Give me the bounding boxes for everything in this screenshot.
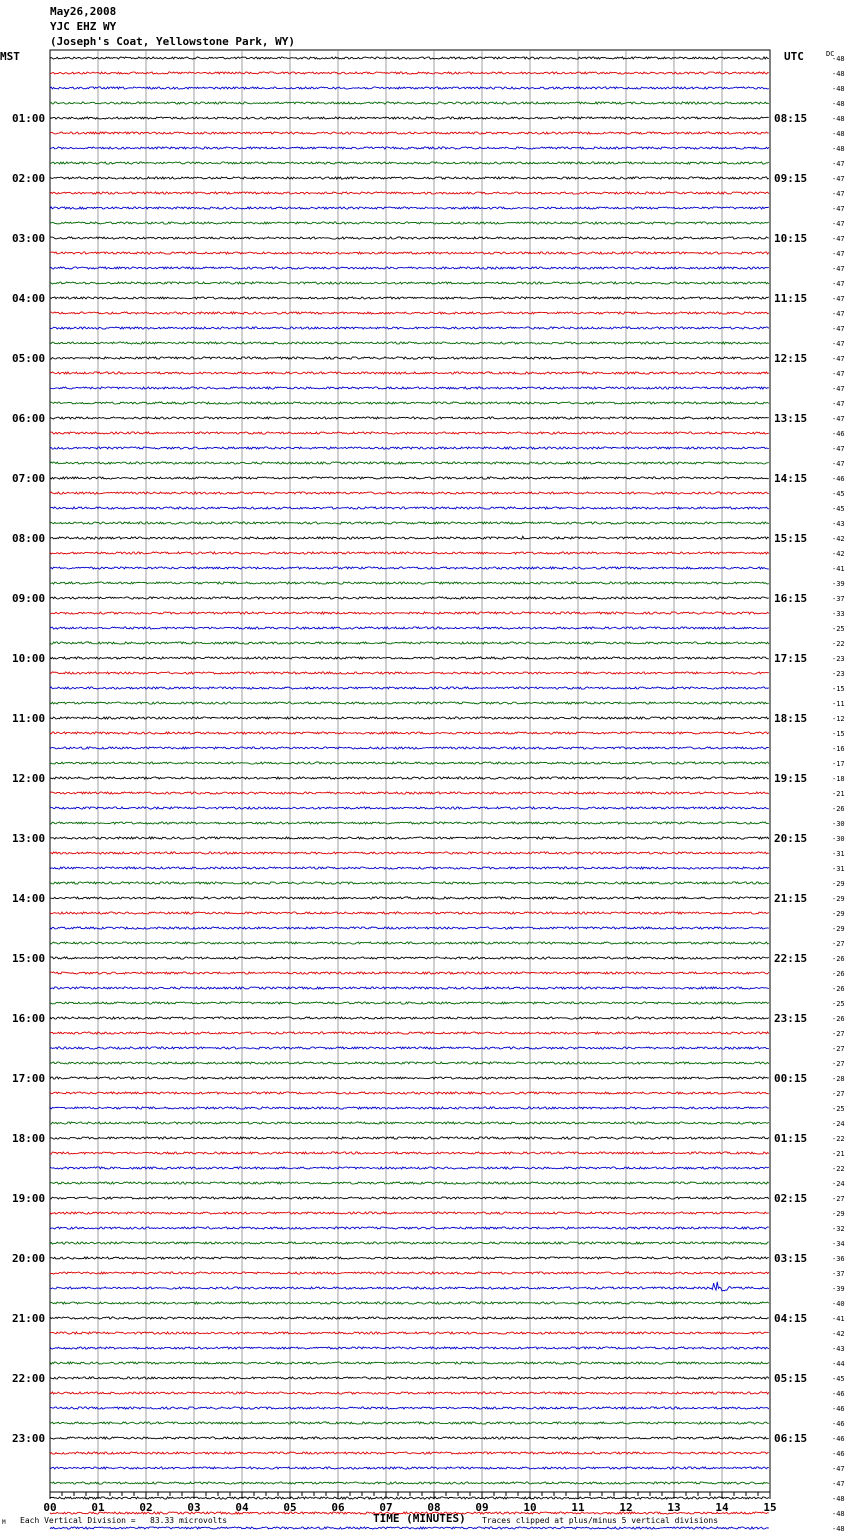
dc-offset-label: -45 xyxy=(832,490,845,498)
trace-row-35 xyxy=(50,582,769,584)
dc-offset-label: -47 xyxy=(832,370,845,378)
dc-offset-label: -48 xyxy=(832,85,845,93)
trace-row-92 xyxy=(50,1437,769,1439)
x-tick-label: 12 xyxy=(619,1501,633,1514)
dc-offset-label: -47 xyxy=(832,280,845,288)
mst-hour-label: 17:00 xyxy=(12,1072,46,1085)
trace-row-89 xyxy=(50,1392,769,1394)
trace-row-15 xyxy=(50,282,769,284)
trace-row-6 xyxy=(50,147,769,149)
dc-offset-label: -27 xyxy=(832,1090,845,1098)
dc-offset-label: -24 xyxy=(832,1120,845,1128)
dc-offset-label: -47 xyxy=(832,235,845,243)
dc-offset-header: DC xyxy=(826,50,835,58)
trace-row-24 xyxy=(50,417,769,419)
mst-hour-label: 09:00 xyxy=(12,592,46,605)
trace-row-61 xyxy=(50,972,769,974)
mst-hour-label: 20:00 xyxy=(12,1252,46,1265)
trace-row-87 xyxy=(50,1362,769,1364)
dc-offset-label: -26 xyxy=(832,805,845,813)
x-tick-label: 13 xyxy=(667,1501,681,1514)
dc-offset-label: -39 xyxy=(832,1285,845,1293)
dc-offset-label: -11 xyxy=(832,700,845,708)
trace-row-9 xyxy=(50,192,769,194)
trace-row-93 xyxy=(50,1452,769,1454)
trace-row-73 xyxy=(50,1152,769,1154)
dc-offset-label: -22 xyxy=(832,1165,845,1173)
trace-row-95 xyxy=(50,1482,769,1484)
trace-row-43 xyxy=(50,702,769,704)
dc-offset-label: -47 xyxy=(832,1480,845,1488)
trace-row-0 xyxy=(50,57,769,59)
dc-offset-label: -48 xyxy=(832,70,845,78)
dc-offset-label: -47 xyxy=(832,295,845,303)
dc-offset-label: -29 xyxy=(832,1210,845,1218)
mst-hour-label: 07:00 xyxy=(12,472,46,485)
trace-row-31 xyxy=(50,522,769,524)
left-axis-label-mst: MST xyxy=(0,50,20,63)
trace-row-82 xyxy=(50,1282,769,1291)
trace-row-39 xyxy=(50,642,769,644)
trace-row-72 xyxy=(50,1137,769,1139)
trace-row-29 xyxy=(50,492,769,494)
trace-row-12 xyxy=(50,237,769,239)
utc-hour-label: 04:15 xyxy=(774,1312,808,1325)
dc-offset-label: -17 xyxy=(832,760,845,768)
dc-offset-label: -47 xyxy=(832,190,845,198)
trace-row-33 xyxy=(50,552,769,554)
trace-row-66 xyxy=(50,1047,769,1049)
trace-row-46 xyxy=(50,747,769,749)
dc-offset-label: -48 xyxy=(832,1525,845,1533)
trace-row-65 xyxy=(50,1032,769,1034)
utc-hour-label: 09:15 xyxy=(774,172,808,185)
trace-row-42 xyxy=(50,687,769,689)
mst-hour-label: 13:00 xyxy=(12,832,46,845)
utc-hour-label: 02:15 xyxy=(774,1192,808,1205)
trace-row-84 xyxy=(50,1317,769,1319)
dc-offset-label: -21 xyxy=(832,1150,845,1158)
dc-offset-label: -47 xyxy=(832,205,845,213)
dc-offset-label: -48 xyxy=(832,130,845,138)
utc-hour-label: 05:15 xyxy=(774,1372,808,1385)
dc-offset-label: -28 xyxy=(832,1075,845,1083)
utc-hour-label: 23:15 xyxy=(774,1012,808,1025)
trace-row-49 xyxy=(50,792,769,794)
dc-offset-label: -47 xyxy=(832,385,845,393)
trace-row-57 xyxy=(50,912,769,914)
x-tick-label: 08 xyxy=(427,1501,441,1514)
dc-offset-label: -47 xyxy=(832,400,845,408)
dc-offset-label: -29 xyxy=(832,925,845,933)
trace-row-94 xyxy=(50,1467,769,1469)
dc-offset-label: -44 xyxy=(832,1360,845,1368)
dc-offset-label: -47 xyxy=(832,340,845,348)
dc-offset-label: -42 xyxy=(832,535,845,543)
utc-hour-label: 10:15 xyxy=(774,232,808,245)
x-tick-label: 07 xyxy=(379,1501,393,1514)
utc-hour-label: 11:15 xyxy=(774,292,808,305)
trace-row-55 xyxy=(50,882,769,884)
dc-offset-label: -46 xyxy=(832,475,845,483)
dc-offset-label: -27 xyxy=(832,1030,845,1038)
trace-row-37 xyxy=(50,612,769,614)
trace-row-21 xyxy=(50,372,769,374)
mst-hour-label: 18:00 xyxy=(12,1132,46,1145)
header-station: YJC EHZ WY xyxy=(50,20,117,33)
dc-offset-label: -46 xyxy=(832,1405,845,1413)
header-location: (Joseph's Coat, Yellowstone Park, WY) xyxy=(50,35,296,48)
utc-hour-label: 13:15 xyxy=(774,412,808,425)
utc-hour-label: 18:15 xyxy=(774,712,808,725)
utc-hour-label: 06:15 xyxy=(774,1432,808,1445)
dc-offset-label: -48 xyxy=(832,100,845,108)
trace-row-50 xyxy=(50,807,769,809)
trace-row-58 xyxy=(50,927,769,929)
mst-hour-label: 12:00 xyxy=(12,772,46,785)
mst-hour-label: 21:00 xyxy=(12,1312,46,1325)
trace-row-11 xyxy=(50,222,769,224)
trace-row-45 xyxy=(50,732,769,734)
mst-hour-label: 23:00 xyxy=(12,1432,46,1445)
trace-row-78 xyxy=(50,1227,769,1229)
dc-offset-label: -33 xyxy=(832,610,845,618)
dc-offset-label: -24 xyxy=(832,1180,845,1188)
trace-row-53 xyxy=(50,852,769,854)
mst-hour-label: 10:00 xyxy=(12,652,46,665)
trace-row-79 xyxy=(50,1242,769,1244)
dc-offset-label: -47 xyxy=(832,250,845,258)
trace-row-23 xyxy=(50,402,769,404)
trace-row-59 xyxy=(50,942,769,944)
trace-row-20 xyxy=(50,357,769,359)
trace-row-81 xyxy=(50,1272,769,1274)
trace-row-74 xyxy=(50,1167,769,1169)
footnote-mark: M xyxy=(2,1519,6,1526)
dc-offset-label: -12 xyxy=(832,715,845,723)
x-tick-label: 04 xyxy=(235,1501,249,1514)
utc-hour-label: 17:15 xyxy=(774,652,808,665)
trace-lines xyxy=(50,57,769,1534)
dc-offset-label: -47 xyxy=(832,160,845,168)
x-tick-label: 00 xyxy=(43,1501,57,1514)
x-tick-label: 15 xyxy=(763,1501,777,1514)
trace-row-32 xyxy=(50,536,769,539)
trace-row-19 xyxy=(50,342,769,344)
dc-offset-label: -41 xyxy=(832,565,845,573)
trace-row-22 xyxy=(50,387,769,389)
trace-row-68 xyxy=(50,1077,769,1079)
dc-offset-label: -27 xyxy=(832,1195,845,1203)
utc-hour-label: 12:15 xyxy=(774,352,808,365)
dc-offset-label: -46 xyxy=(832,430,845,438)
dc-offset-label: -26 xyxy=(832,1015,845,1023)
dc-offset-label: -15 xyxy=(832,685,845,693)
dc-offset-label: -43 xyxy=(832,520,845,528)
utc-hour-label: 08:15 xyxy=(774,112,808,125)
dc-offset-label: -26 xyxy=(832,970,845,978)
mst-hour-label: 04:00 xyxy=(12,292,46,305)
trace-row-36 xyxy=(50,597,769,599)
minute-gridlines xyxy=(98,50,722,1492)
dc-offset-label: -47 xyxy=(832,265,845,273)
dc-offset-label: -36 xyxy=(832,1255,845,1263)
dc-offset-label: -46 xyxy=(832,1435,845,1443)
dc-offset-label: -48 xyxy=(832,115,845,123)
utc-hour-label: 01:15 xyxy=(774,1132,808,1145)
trace-row-5 xyxy=(50,132,769,134)
dc-offset-label: -21 xyxy=(832,790,845,798)
x-tick-label: 11 xyxy=(571,1501,585,1514)
x-tick-label: 06 xyxy=(331,1501,345,1514)
mst-hour-label: 05:00 xyxy=(12,352,46,365)
utc-hour-label: 00:15 xyxy=(774,1072,808,1085)
trace-row-14 xyxy=(50,267,769,269)
dc-offset-label: -26 xyxy=(832,985,845,993)
dc-offset-label: -47 xyxy=(832,415,845,423)
dc-offset-label: -22 xyxy=(832,640,845,648)
trace-row-77 xyxy=(50,1212,769,1214)
x-tick-label: 03 xyxy=(187,1501,201,1514)
trace-row-75 xyxy=(50,1182,769,1184)
trace-row-54 xyxy=(50,867,769,869)
dc-offset-label: -47 xyxy=(832,355,845,363)
right-axis-label-utc: UTC xyxy=(784,50,804,63)
trace-row-56 xyxy=(50,897,769,899)
trace-row-83 xyxy=(50,1302,769,1304)
utc-hour-label: 22:15 xyxy=(774,952,808,965)
trace-row-91 xyxy=(50,1422,769,1424)
trace-row-60 xyxy=(50,957,769,959)
mst-hour-label: 03:00 xyxy=(12,232,46,245)
dc-offset-label: -22 xyxy=(832,1135,845,1143)
trace-row-62 xyxy=(50,987,769,989)
dc-offset-label: -37 xyxy=(832,1270,845,1278)
dc-offset-label: -18 xyxy=(832,775,845,783)
trace-row-28 xyxy=(50,477,769,479)
dc-offset-label: -30 xyxy=(832,835,845,843)
dc-offset-label: -23 xyxy=(832,670,845,678)
trace-row-69 xyxy=(50,1092,769,1094)
trace-row-67 xyxy=(50,1062,769,1064)
x-tick-label: 02 xyxy=(139,1501,153,1514)
dc-offset-label: -29 xyxy=(832,880,845,888)
dc-offset-labels xyxy=(832,55,845,1534)
x-tick-label: 10 xyxy=(523,1501,537,1514)
x-tick-label: 14 xyxy=(715,1501,729,1514)
dc-offset-label: -48 xyxy=(832,145,845,153)
dc-offset-label: -46 xyxy=(832,1420,845,1428)
dc-offset-label: -39 xyxy=(832,580,845,588)
dc-offset-label: -48 xyxy=(832,1495,845,1503)
dc-offset-label: -45 xyxy=(832,1375,845,1383)
trace-row-47 xyxy=(50,762,769,764)
x-tick-label: 09 xyxy=(475,1501,489,1514)
trace-row-16 xyxy=(50,297,769,299)
dc-offset-label: -29 xyxy=(832,895,845,903)
dc-offset-label: -27 xyxy=(832,940,845,948)
trace-row-64 xyxy=(50,1017,769,1019)
trace-row-85 xyxy=(50,1332,769,1334)
trace-row-80 xyxy=(50,1257,769,1259)
trace-row-1 xyxy=(50,72,769,74)
trace-row-38 xyxy=(50,627,769,629)
dc-offset-label: -32 xyxy=(832,1225,845,1233)
dc-offset-label: -23 xyxy=(832,655,845,663)
dc-offset-label: -46 xyxy=(832,1390,845,1398)
trace-row-48 xyxy=(50,777,769,779)
dc-offset-label: -37 xyxy=(832,595,845,603)
dc-offset-label: -26 xyxy=(832,955,845,963)
trace-row-41 xyxy=(50,672,769,674)
utc-hour-label: 20:15 xyxy=(774,832,808,845)
trace-row-70 xyxy=(50,1107,769,1109)
x-tick-label: 05 xyxy=(283,1501,297,1514)
dc-offset-label: -15 xyxy=(832,730,845,738)
mst-hour-label: 15:00 xyxy=(12,952,46,965)
dc-offset-label: -27 xyxy=(832,1060,845,1068)
x-tick-label: 01 xyxy=(91,1501,105,1514)
dc-offset-label: -29 xyxy=(832,910,845,918)
utc-hour-label: 14:15 xyxy=(774,472,808,485)
dc-offset-label: -25 xyxy=(832,1105,845,1113)
dc-offset-label: -47 xyxy=(832,445,845,453)
mst-hour-label: 22:00 xyxy=(12,1372,46,1385)
trace-row-25 xyxy=(50,432,769,434)
trace-row-86 xyxy=(50,1347,769,1349)
trace-row-18 xyxy=(50,327,769,329)
dc-offset-label: -40 xyxy=(832,1300,845,1308)
utc-hour-label: 21:15 xyxy=(774,892,808,905)
trace-row-3 xyxy=(50,102,769,104)
trace-row-34 xyxy=(50,567,769,569)
utc-hour-label: 19:15 xyxy=(774,772,808,785)
trace-row-7 xyxy=(50,162,769,164)
dc-offset-label: -41 xyxy=(832,1315,845,1323)
dc-offset-label: -42 xyxy=(832,1330,845,1338)
trace-row-98 xyxy=(50,1527,769,1529)
dc-offset-label: -46 xyxy=(832,1450,845,1458)
utc-hour-label: 15:15 xyxy=(774,532,808,545)
trace-row-76 xyxy=(50,1197,769,1199)
dc-offset-label: -48 xyxy=(832,55,845,63)
trace-row-40 xyxy=(50,657,769,659)
dc-offset-label: -34 xyxy=(832,1240,845,1248)
dc-offset-label: -31 xyxy=(832,850,845,858)
trace-row-27 xyxy=(50,462,769,464)
footnote-clipping: Traces clipped at plus/minus 5 vertical divisions xyxy=(482,1516,719,1525)
mst-hour-label: 02:00 xyxy=(12,172,46,185)
mst-hour-label: 14:00 xyxy=(12,892,46,905)
dc-offset-label: -47 xyxy=(832,1465,845,1473)
mst-hour-label: 06:00 xyxy=(12,412,46,425)
utc-hour-label: 16:15 xyxy=(774,592,808,605)
dc-offset-label: -31 xyxy=(832,865,845,873)
trace-row-4 xyxy=(50,117,769,119)
trace-row-44 xyxy=(50,717,769,719)
header-date: May26,2008 xyxy=(50,5,117,18)
dc-offset-label: -43 xyxy=(832,1345,845,1353)
dc-offset-label: -25 xyxy=(832,1000,845,1008)
dc-offset-label: -47 xyxy=(832,325,845,333)
trace-row-90 xyxy=(50,1407,769,1409)
trace-row-13 xyxy=(50,252,769,254)
trace-row-88 xyxy=(50,1377,769,1379)
x-axis-title: TIME (MINUTES) xyxy=(373,1512,466,1525)
trace-row-96 xyxy=(50,1497,769,1499)
trace-row-51 xyxy=(50,822,769,824)
plot-frame xyxy=(50,50,770,1492)
mst-hour-label: 16:00 xyxy=(12,1012,46,1025)
trace-row-52 xyxy=(50,837,769,839)
footnote-scale: Each Vertical Division = 83.33 microvolts xyxy=(20,1516,228,1525)
dc-offset-label: -47 xyxy=(832,460,845,468)
trace-row-10 xyxy=(50,207,769,209)
dc-offset-label: -47 xyxy=(832,175,845,183)
dc-offset-label: -47 xyxy=(832,220,845,228)
trace-row-17 xyxy=(50,312,769,314)
trace-row-8 xyxy=(50,177,769,179)
trace-row-63 xyxy=(50,1002,769,1004)
dc-offset-label: -30 xyxy=(832,820,845,828)
time-axis xyxy=(43,1492,776,1514)
mst-hour-label: 08:00 xyxy=(12,532,46,545)
dc-offset-label: -25 xyxy=(832,625,845,633)
trace-row-26 xyxy=(50,447,769,449)
dc-offset-label: -42 xyxy=(832,550,845,558)
mst-hour-label: 19:00 xyxy=(12,1192,46,1205)
dc-offset-label: -27 xyxy=(832,1045,845,1053)
trace-row-2 xyxy=(50,87,769,89)
dc-offset-label: -45 xyxy=(832,505,845,513)
trace-row-30 xyxy=(50,507,769,509)
dc-offset-label: -48 xyxy=(832,1510,845,1518)
trace-row-71 xyxy=(50,1122,769,1124)
mst-hour-label: 01:00 xyxy=(12,112,46,125)
mst-hour-label: 11:00 xyxy=(12,712,46,725)
dc-offset-label: -47 xyxy=(832,310,845,318)
utc-hour-label: 03:15 xyxy=(774,1252,808,1265)
dc-offset-label: -16 xyxy=(832,745,845,753)
